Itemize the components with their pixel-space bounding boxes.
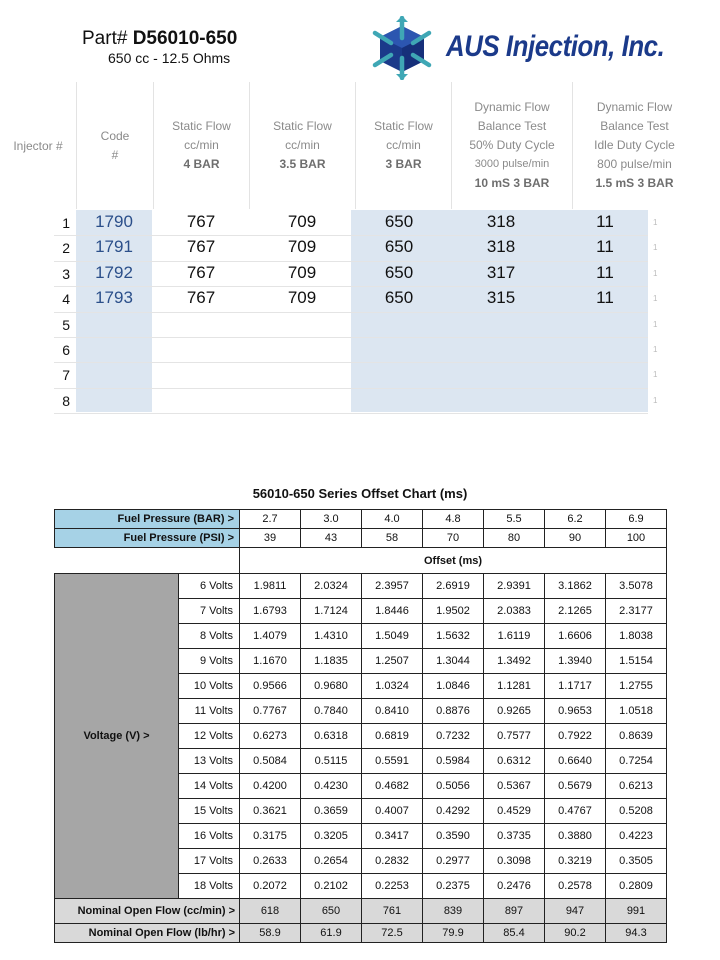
offset-value: 1.1281: [484, 674, 545, 699]
offset-value: 0.8410: [362, 699, 423, 724]
header-code-line2: #: [111, 147, 119, 162]
pressure-bar-value: 5.5: [484, 510, 545, 529]
offset-value: 1.6606: [545, 624, 606, 649]
voltage-cell: 12 Volts: [179, 724, 240, 749]
part-subtitle: 650 cc - 12.5 Ohms: [108, 50, 231, 66]
voltage-cell: 18 Volts: [179, 874, 240, 899]
injector-number: 5: [62, 317, 70, 333]
header-static-4bar-line2: cc/min: [184, 138, 219, 152]
header-static-3bar-line1: Static Flow: [374, 119, 433, 133]
offset-value: 1.6119: [484, 624, 545, 649]
offset-value: 0.3880: [545, 824, 606, 849]
nominal-lb-label: Nominal Open Flow (lb/hr) >: [55, 924, 240, 943]
nominal-lb-value: 94.3: [606, 924, 667, 943]
offset-value: 1.3940: [545, 649, 606, 674]
pressure-psi-label: Fuel Pressure (PSI) >: [55, 529, 240, 548]
offset-value: 0.5984: [423, 749, 484, 774]
injector-number: 3: [62, 266, 70, 282]
header-dyn50-line3: 50% Duty Cycle: [469, 138, 555, 152]
offset-value: 0.9653: [545, 699, 606, 724]
nominal-lb-value: 85.4: [484, 924, 545, 943]
offset-value: 2.9391: [484, 574, 545, 599]
row-mark: 1: [653, 370, 658, 379]
offset-row: [55, 574, 667, 599]
row-mark: 1: [653, 218, 658, 227]
offset-value: 0.2375: [423, 874, 484, 899]
offset-value: 2.3177: [606, 599, 667, 624]
row-mark: 1: [653, 345, 658, 354]
part-prefix: Part#: [82, 28, 128, 49]
static-35bar-cell: 709: [287, 263, 317, 282]
offset-value: 3.1862: [545, 574, 606, 599]
offset-value: 1.2755: [606, 674, 667, 699]
nominal-lb-value: 90.2: [545, 924, 606, 943]
offset-chart-title: 56010-650 Series Offset Chart (ms): [252, 486, 468, 501]
offset-value: 1.9502: [423, 599, 484, 624]
voltage-cell: 15 Volts: [179, 799, 240, 824]
offset-value: 0.5591: [362, 749, 423, 774]
nominal-lb-value: 61.9: [301, 924, 362, 943]
nominal-lb-value: 79.9: [423, 924, 484, 943]
offset-value: 0.5115: [301, 749, 362, 774]
offset-value: 0.3205: [301, 824, 362, 849]
header-dynidle-line5: 1.5 mS 3 BAR: [595, 176, 674, 190]
row-mark: 1: [653, 269, 658, 278]
header-static-35bar: [249, 82, 355, 209]
injector-number: 8: [62, 393, 70, 409]
offset-value: 0.9265: [484, 699, 545, 724]
header-dyn50-line2: Balance Test: [477, 119, 547, 133]
header-dynamic-idle: [572, 82, 696, 209]
offset-row: [55, 899, 667, 924]
offset-value: 0.4292: [423, 799, 484, 824]
voltage-cell: 17 Volts: [179, 849, 240, 874]
pressure-psi-value: 100: [606, 529, 667, 548]
offset-row: [55, 510, 667, 529]
row-divider: [54, 337, 648, 338]
offset-value: 2.0324: [301, 574, 362, 599]
header-dynidle-line2: Balance Test: [600, 119, 669, 133]
header-static-3bar-line2: cc/min: [386, 138, 421, 152]
offset-value: 1.1717: [545, 674, 606, 699]
pressure-psi-value: 58: [362, 529, 423, 548]
pressure-psi-value: 80: [484, 529, 545, 548]
offset-value: 0.2072: [240, 874, 301, 899]
offset-value: 1.7124: [301, 599, 362, 624]
offset-row: [55, 548, 667, 574]
offset-value: 0.9566: [240, 674, 301, 699]
voltage-label: Voltage (V) >: [55, 574, 179, 899]
nominal-cc-value: 947: [545, 899, 606, 924]
offset-value: 0.5084: [240, 749, 301, 774]
offset-value: 0.4007: [362, 799, 423, 824]
header-injector-label: Injector #: [13, 139, 63, 153]
offset-value: 0.3590: [423, 824, 484, 849]
offset-value: 1.0846: [423, 674, 484, 699]
offset-value: 1.3044: [423, 649, 484, 674]
row-mark: 1: [653, 320, 658, 329]
static-35bar-cell: 709: [287, 288, 317, 307]
nominal-cc-value: 650: [301, 899, 362, 924]
static-35bar-cell: 709: [287, 237, 317, 256]
offset-value: 0.4223: [606, 824, 667, 849]
header-static-35bar-line1: Static Flow: [273, 119, 332, 133]
pressure-bar-value: 4.8: [423, 510, 484, 529]
part-number: D56010-650: [132, 28, 238, 49]
header-dynidle-line3: Idle Duty Cycle: [594, 138, 675, 152]
header-static-3bar-line3: 3 BAR: [385, 157, 422, 171]
offset-value: 1.5632: [423, 624, 484, 649]
offset-value: 0.3505: [606, 849, 667, 874]
row-divider: [54, 388, 648, 389]
voltage-cell: 6 Volts: [179, 574, 240, 599]
offset-value: 0.3098: [484, 849, 545, 874]
static-35bar-cell: 709: [287, 212, 317, 231]
nominal-cc-value: 839: [423, 899, 484, 924]
offset-value: 2.6919: [423, 574, 484, 599]
pressure-psi-value: 90: [545, 529, 606, 548]
offset-value: 0.4767: [545, 799, 606, 824]
pressure-bar-value: 3.0: [301, 510, 362, 529]
voltage-cell: 11 Volts: [179, 699, 240, 724]
offset-value: 0.6640: [545, 749, 606, 774]
offset-chart-table: [54, 509, 667, 943]
header-dyn50-line5: 10 mS 3 BAR: [474, 176, 550, 190]
offset-value: 0.4682: [362, 774, 423, 799]
offset-value: 2.3957: [362, 574, 423, 599]
offset-value: 1.1670: [240, 649, 301, 674]
row-divider: [54, 413, 648, 414]
offset-value: 0.7767: [240, 699, 301, 724]
injector-number: 7: [62, 367, 70, 383]
row-divider: [54, 261, 648, 262]
static-3bar-cell: 650: [384, 237, 414, 256]
header-dyn50-line4: 3000 pulse/min: [474, 158, 550, 170]
offset-value: 0.2633: [240, 849, 301, 874]
code-cell: 1790: [95, 212, 133, 231]
offset-value: 0.2654: [301, 849, 362, 874]
offset-value: 0.3735: [484, 824, 545, 849]
offset-value: 0.2253: [362, 874, 423, 899]
offset-value: 0.2102: [301, 874, 362, 899]
offset-value: 1.1835: [301, 649, 362, 674]
offset-value: 0.4230: [301, 774, 362, 799]
dynamic-idle-cell: 11: [596, 212, 614, 231]
offset-value: 1.8446: [362, 599, 423, 624]
offset-value: 0.3219: [545, 849, 606, 874]
offset-value: 0.3175: [240, 824, 301, 849]
header-static-35bar-line2: cc/min: [285, 138, 320, 152]
code-cell: 1793: [95, 288, 133, 307]
header-dynidle-line1: Dynamic Flow: [596, 100, 673, 114]
offset-value: 0.2476: [484, 874, 545, 899]
offset-value: 0.5367: [484, 774, 545, 799]
voltage-cell: 13 Volts: [179, 749, 240, 774]
offset-value: 0.5208: [606, 799, 667, 824]
nominal-cc-value: 897: [484, 899, 545, 924]
static-4bar-cell: 767: [186, 212, 216, 231]
offset-value: 0.2809: [606, 874, 667, 899]
offset-value: 1.2507: [362, 649, 423, 674]
nominal-cc-value: 761: [362, 899, 423, 924]
offset-value: 1.5154: [606, 649, 667, 674]
row-mark: 1: [653, 294, 658, 303]
static-3bar-cell: 650: [384, 288, 414, 307]
offset-value: 0.5679: [545, 774, 606, 799]
voltage-cell: 8 Volts: [179, 624, 240, 649]
nominal-lb-value: 58.9: [240, 924, 301, 943]
offset-value: 0.8639: [606, 724, 667, 749]
header-static-4bar-line1: Static Flow: [172, 119, 231, 133]
offset-value: 0.6273: [240, 724, 301, 749]
header-dynamic-50: [451, 82, 572, 209]
offset-value: 0.9680: [301, 674, 362, 699]
static-3bar-cell: 650: [384, 263, 414, 282]
dynamic-idle-cell: 11: [596, 263, 614, 282]
injector-number: 6: [62, 342, 70, 358]
code-cell: 1791: [95, 237, 133, 256]
static-4bar-cell: 767: [186, 237, 216, 256]
row-mark: 1: [653, 396, 658, 405]
offset-value: 0.7577: [484, 724, 545, 749]
offset-value: 0.7922: [545, 724, 606, 749]
pressure-bar-value: 6.2: [545, 510, 606, 529]
offset-value: 0.2578: [545, 874, 606, 899]
offset-value: 0.3417: [362, 824, 423, 849]
row-divider: [54, 235, 648, 236]
offset-value: 0.8876: [423, 699, 484, 724]
header-code-line1: Code: [100, 128, 130, 143]
nominal-cc-value: 618: [240, 899, 301, 924]
offset-value: 0.7232: [423, 724, 484, 749]
nominal-cc-value: 991: [606, 899, 667, 924]
static-4bar-cell: 767: [186, 263, 216, 282]
offset-value: 1.0324: [362, 674, 423, 699]
offset-value: 0.4200: [240, 774, 301, 799]
header-static-4bar: [153, 82, 249, 209]
row-divider: [54, 286, 648, 287]
injector-number: 4: [62, 291, 70, 307]
pressure-psi-value: 39: [240, 529, 301, 548]
offset-row: [55, 924, 667, 943]
offset-value: 0.7254: [606, 749, 667, 774]
offset-row: [55, 529, 667, 548]
row-divider: [54, 312, 648, 313]
pressure-bar-value: 4.0: [362, 510, 423, 529]
header-static-3bar: [355, 82, 451, 209]
static-4bar-cell: 767: [186, 288, 216, 307]
offset-value: 3.5078: [606, 574, 667, 599]
static-3bar-cell: 650: [384, 212, 414, 231]
offset-value: 0.6213: [606, 774, 667, 799]
voltage-cell: 14 Volts: [179, 774, 240, 799]
blank-cell: [55, 548, 240, 574]
header-static-4bar-line3: 4 BAR: [183, 157, 220, 171]
offset-value: 0.5056: [423, 774, 484, 799]
offset-value: 0.6318: [301, 724, 362, 749]
offset-value: 1.6793: [240, 599, 301, 624]
row-divider: [54, 362, 648, 363]
header-dyn50-line1: Dynamic Flow: [474, 100, 550, 114]
header-dynidle-line4: 800 pulse/min: [597, 157, 672, 171]
offset-value: 0.4529: [484, 799, 545, 824]
pressure-bar-label: Fuel Pressure (BAR) >: [55, 510, 240, 529]
dynamic-50-cell: 318: [486, 212, 516, 231]
dynamic-50-cell: 317: [486, 263, 516, 282]
code-cell: 1792: [95, 263, 133, 282]
voltage-cell: 9 Volts: [179, 649, 240, 674]
nominal-lb-value: 72.5: [362, 924, 423, 943]
offset-value: 1.8038: [606, 624, 667, 649]
offset-value: 1.9811: [240, 574, 301, 599]
offset-value: 0.2977: [423, 849, 484, 874]
offset-value: 0.2832: [362, 849, 423, 874]
offset-value: 2.0383: [484, 599, 545, 624]
offset-value: 0.6312: [484, 749, 545, 774]
offset-label: Offset (ms): [240, 548, 667, 574]
offset-value: 2.1265: [545, 599, 606, 624]
pressure-psi-value: 43: [301, 529, 362, 548]
offset-value: 0.3659: [301, 799, 362, 824]
row-mark: 1: [653, 243, 658, 252]
injector-number: 2: [62, 240, 70, 256]
offset-value: 0.3621: [240, 799, 301, 824]
offset-value: 1.3492: [484, 649, 545, 674]
pressure-bar-value: 6.9: [606, 510, 667, 529]
part-title: [82, 28, 237, 50]
header-code: [76, 82, 153, 209]
pressure-psi-value: 70: [423, 529, 484, 548]
offset-value: 1.0518: [606, 699, 667, 724]
header-injector: [0, 82, 76, 209]
cube-logo-icon: [372, 16, 432, 80]
company-name: AUS Injection, Inc.: [446, 30, 665, 63]
offset-value: 1.5049: [362, 624, 423, 649]
voltage-cell: 7 Volts: [179, 599, 240, 624]
offset-value: 1.4310: [301, 624, 362, 649]
offset-value: 0.6819: [362, 724, 423, 749]
dynamic-50-cell: 315: [486, 288, 516, 307]
offset-value: 1.4079: [240, 624, 301, 649]
header-static-35bar-line3: 3.5 BAR: [279, 157, 326, 171]
dynamic-idle-cell: 11: [596, 288, 614, 307]
offset-value: 0.7840: [301, 699, 362, 724]
pressure-bar-value: 2.7: [240, 510, 301, 529]
dynamic-idle-cell: 11: [596, 237, 614, 256]
voltage-cell: 10 Volts: [179, 674, 240, 699]
nominal-cc-label: Nominal Open Flow (cc/min) >: [55, 899, 240, 924]
voltage-cell: 16 Volts: [179, 824, 240, 849]
dynamic-50-cell: 318: [486, 237, 516, 256]
injector-number: 1: [62, 215, 70, 231]
